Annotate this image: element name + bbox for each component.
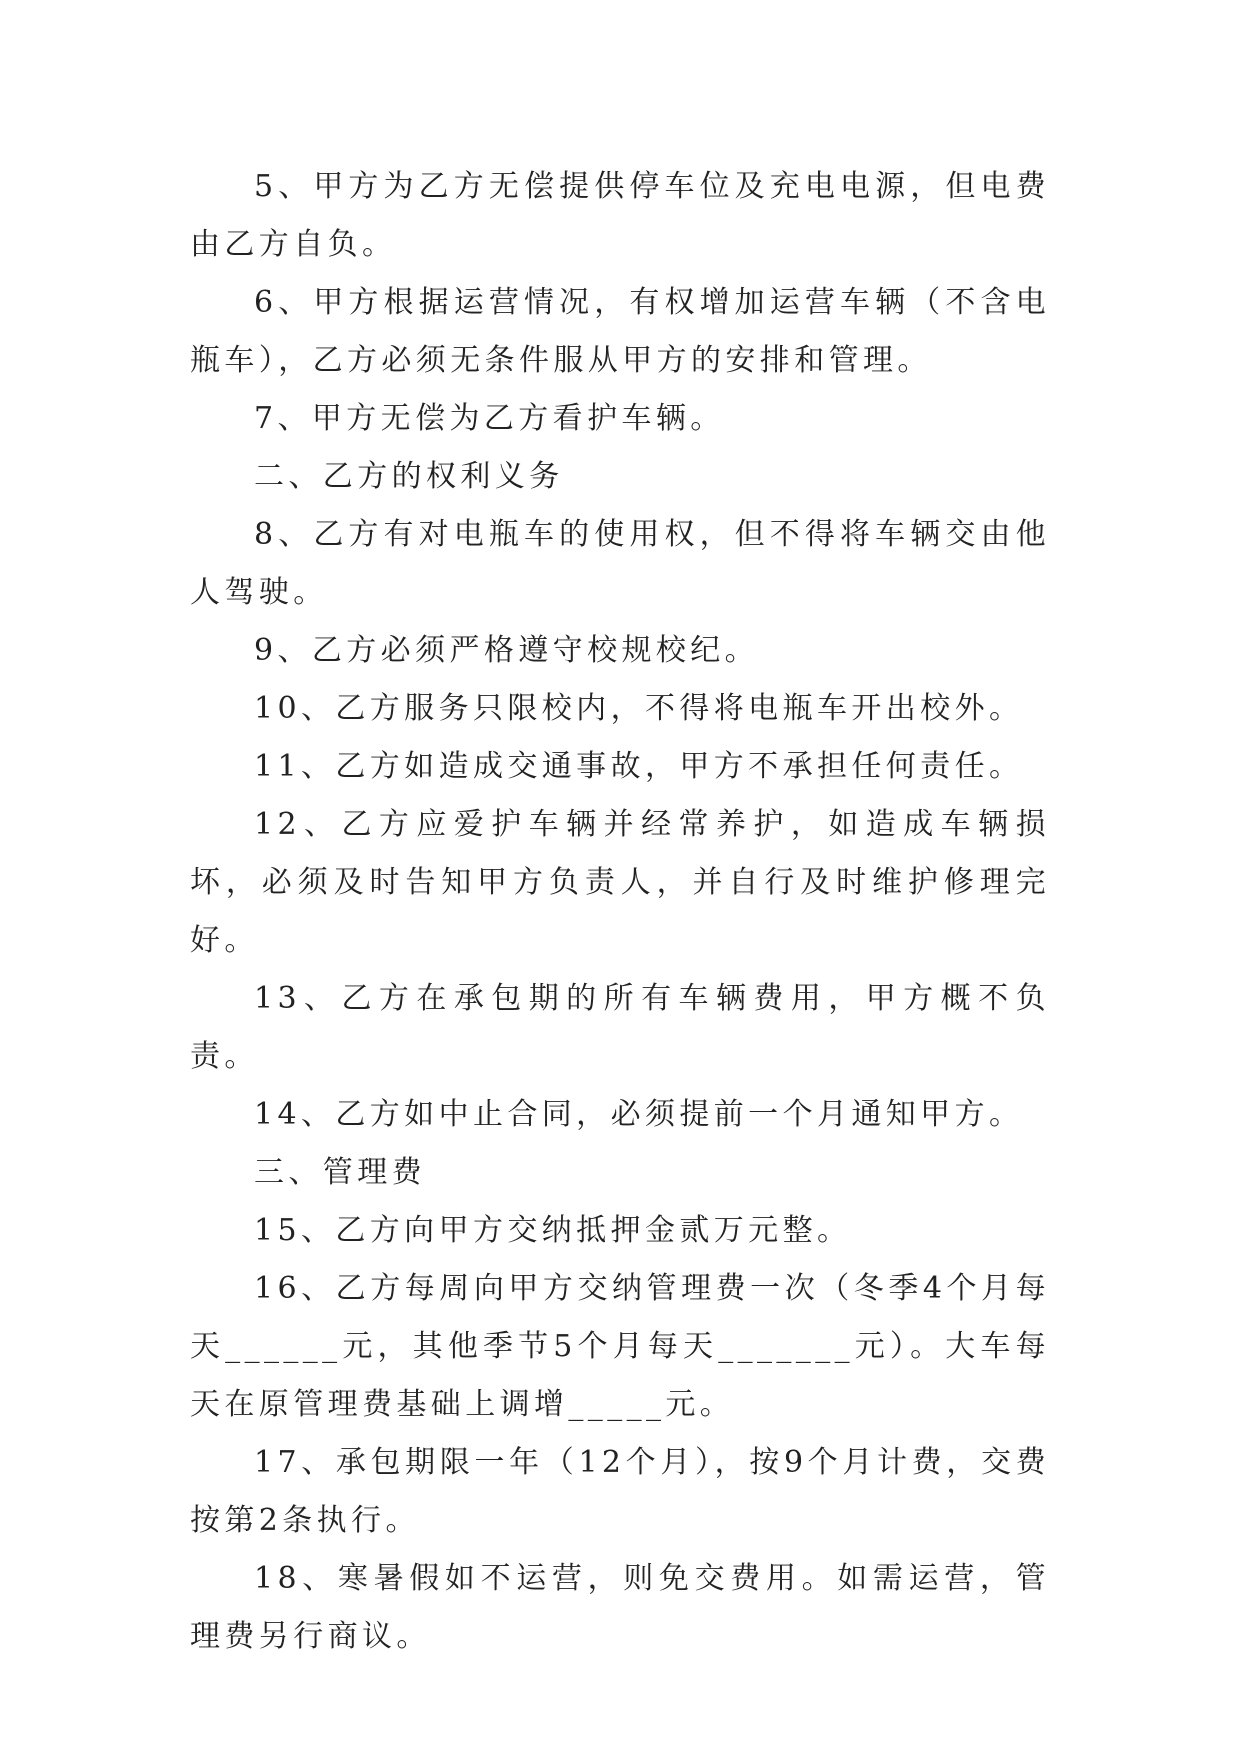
clause-13: 13、乙方在承包期的所有车辆费用，甲方概不负责。 — [190, 981, 1050, 1074]
section-heading-management-fee: 三、管理费 — [254, 1155, 426, 1190]
clause-10: 10、乙方服务只限校内，不得将电瓶车开出校外。 — [254, 691, 1024, 726]
section-heading-party-b-rights: 二、乙方的权利义务 — [254, 459, 564, 494]
clause-5: 5、甲方为乙方无偿提供停车位及充电电源，但电费由乙方自负。 — [190, 169, 1050, 262]
clause-11: 11、乙方如造成交通事故，甲方不承担任何责任。 — [254, 749, 1024, 784]
clause-16: 16、乙方每周向甲方交纳管理费一次（冬季4个月每天______元，其他季节5个月每天_______元）。大车每天在原管理费基础上调增_____元。 — [190, 1271, 1050, 1422]
clause-6: 6、甲方根据运营情况，有权增加运营车辆（不含电瓶车），乙方必须无条件服从甲方的安排和管理。 — [190, 285, 1050, 378]
clause-9: 9、乙方必须严格遵守校规校纪。 — [254, 633, 760, 668]
clause-17: 17、承包期限一年（12个月），按9个月计费，交费按第2条执行。 — [190, 1445, 1050, 1538]
clause-7: 7、甲方无偿为乙方看护车辆。 — [254, 401, 725, 436]
clause-18: 18、寒暑假如不运营，则免交费用。如需运营，管理费另行商议。 — [190, 1561, 1050, 1654]
clause-14: 14、乙方如中止合同，必须提前一个月通知甲方。 — [254, 1097, 1024, 1132]
clause-12: 12、乙方应爱护车辆并经常养护，如造成车辆损坏，必须及时告知甲方负责人，并自行及时维护修理完好。 — [190, 807, 1050, 958]
clause-8: 8、乙方有对电瓶车的使用权，但不得将车辆交由他人驾驶。 — [190, 517, 1050, 610]
clause-15: 15、乙方向甲方交纳抵押金贰万元整。 — [254, 1213, 852, 1248]
document-body — [190, 158, 1050, 1666]
